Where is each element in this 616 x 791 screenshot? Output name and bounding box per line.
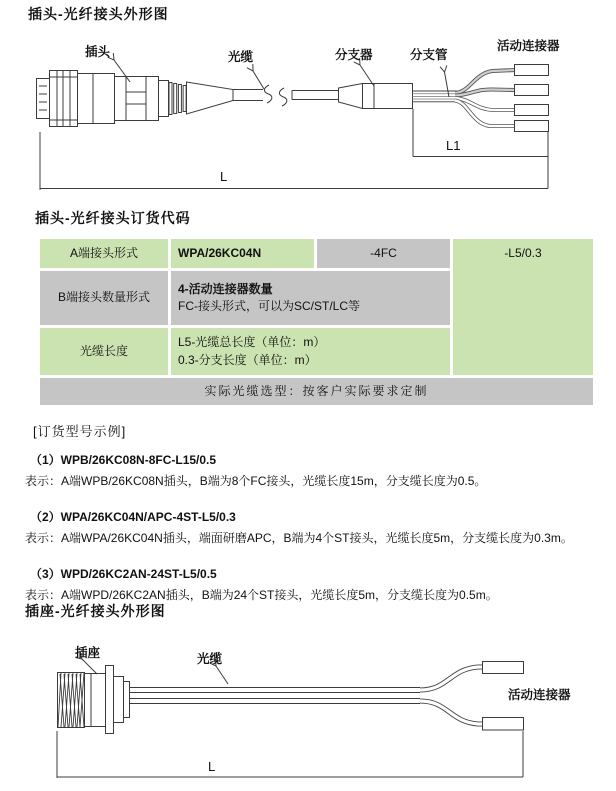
table-cell-length-code: -L5/0.3	[453, 239, 593, 375]
order-examples-section	[25, 421, 611, 622]
order-code-table	[40, 239, 593, 405]
dim-l-label: L	[220, 169, 228, 184]
example-code: （2）WPA/26KC04N/APC-4ST-L5/0.3	[30, 510, 236, 524]
b-end-desc-line2: FC-接头形式，可以为SC/ST/LC等	[178, 299, 361, 313]
example-code: （1）WPB/26KC08N-8FC-L15/0.5	[30, 453, 217, 467]
socket-dim-l-label: L	[208, 759, 216, 774]
example-desc: 表示：A端WPD/26KC2AN插头，B端为24个ST接头，光缆长度5m，分支缆长度为0.5m。	[25, 588, 498, 602]
plug-connector-drawing	[37, 71, 234, 127]
plug-assembly-diagram	[0, 30, 616, 202]
table-cell-a-end-label: A端接头形式	[40, 239, 168, 268]
example-item	[25, 451, 611, 489]
branch-tube-label: 分支管	[410, 48, 448, 62]
splitter-drawing	[339, 84, 413, 109]
cable-length-line1: L5-光缆总长度（单位：m）	[178, 335, 326, 350]
connector-label: 活动连接器	[497, 39, 560, 53]
socket-cable-drawing	[130, 667, 485, 724]
table-cell-cable-length-label: 光缆长度	[40, 328, 168, 375]
socket-cable-label: 光缆	[197, 652, 223, 666]
example-desc: 表示：A端WPB/26KC08N插头，B端为8个FC接头，光缆长度15m，分支缆长度为0.5。	[25, 474, 487, 488]
socket-dimension-lines	[57, 731, 523, 778]
table-cell-note: 实际光缆选型：按客户实际要求定制	[40, 378, 593, 405]
table-cell-b-end-desc	[171, 271, 450, 325]
section-title-plug-order-code: 插头-光纤接头订货代码	[35, 210, 191, 226]
example-code: （3）WPD/26KC2AN-24ST-L5/0.5	[30, 567, 217, 581]
cable-length-line2: 0.3-分支长度（单位：m）	[178, 352, 317, 367]
splitter-label: 分支器	[335, 48, 373, 62]
table-cell-a-end-value: WPA/26KC04N	[171, 239, 314, 268]
branch-tube-bundle	[413, 91, 458, 102]
leader-arrows	[114, 60, 449, 97]
plug-label: 插头	[85, 45, 111, 59]
cable-drawing	[233, 85, 338, 106]
table-cell-b-end-label: B端接头数量形式	[40, 271, 168, 325]
cable-label: 光缆	[228, 50, 254, 64]
section-title-socket-outline: 插座-光纤接头外形图	[25, 603, 166, 619]
dimension-lines	[40, 109, 548, 190]
section-title-plug-outline: 插头-光纤接头外形图	[28, 6, 169, 22]
socket-assembly-diagram	[0, 630, 616, 791]
table-cell-b-end-code: -4FC	[317, 239, 450, 268]
socket-connector-drawing	[58, 666, 130, 734]
dim-l1-label: L1	[446, 138, 461, 153]
example-item	[25, 565, 611, 603]
example-item	[25, 508, 611, 546]
example-desc: 表示：A端WPA/26KC04N插头，端面研磨APC，B端为4个ST接头，光缆长度5m，分支缆长度为0.3m。	[25, 531, 573, 545]
examples-title: [订货型号示例]	[33, 424, 127, 439]
table-cell-cable-length-desc	[171, 328, 450, 375]
pigtail-connectors	[515, 65, 549, 132]
b-end-desc-line1: 4-活动连接器数量	[178, 281, 273, 296]
socket-label: 插座	[75, 646, 101, 660]
branch-tubes-fanout	[455, 70, 516, 126]
socket-connector-label: 活动连接器	[508, 688, 571, 702]
